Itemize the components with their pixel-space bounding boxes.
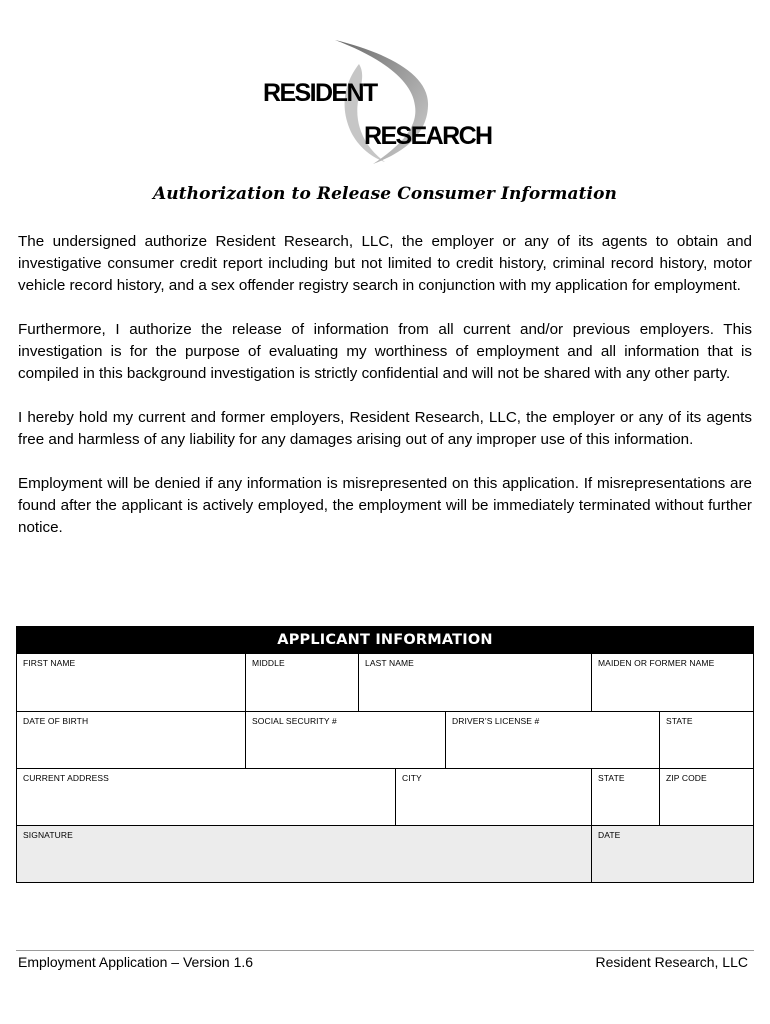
maiden-name-label: MAIDEN OR FORMER NAME — [598, 658, 715, 668]
social-security-field[interactable] — [246, 712, 446, 769]
signature-field[interactable] — [17, 826, 592, 882]
applicant-information-form — [16, 626, 754, 883]
address-state-field[interactable] — [592, 769, 660, 826]
paragraph-misrepresentation: Employment will be denied if any information is misrepresented on this application. If misrepresentations are found after the applicant is actively employed, the employment will be immediately terminated without further notice. — [18, 475, 752, 536]
address-state-label: STATE — [598, 773, 625, 783]
date-of-birth-field[interactable] — [17, 712, 246, 769]
first-name-label: FIRST NAME — [23, 658, 76, 668]
current-address-label: CURRENT ADDRESS — [23, 773, 109, 783]
date-field[interactable] — [592, 826, 753, 882]
city-field[interactable] — [396, 769, 592, 826]
last-name-label: LAST NAME — [365, 658, 414, 668]
date-of-birth-label: DATE OF BIRTH — [23, 716, 89, 726]
maiden-name-field[interactable] — [592, 654, 753, 712]
middle-name-label: MIDDLE — [252, 658, 285, 668]
last-name-field[interactable] — [359, 654, 592, 712]
date-label: DATE — [598, 830, 621, 840]
first-name-field[interactable] — [17, 654, 246, 712]
company-logo — [255, 34, 515, 169]
drivers-license-label: DRIVER’S LICENSE # — [452, 716, 540, 726]
footer-version: Employment Application – Version 1.6 — [18, 954, 254, 970]
paragraph-employer-release: Furthermore, I authorize the release of information from all current and/or previous employers. This investigation is for the purpose of evaluating my worthiness of employment and all information that is compiled in this background investigation is strictly confidential and will not be shared with any other party. — [18, 321, 752, 382]
footer-company: Resident Research, LLC — [595, 954, 748, 970]
zip-code-label: ZIP CODE — [666, 773, 707, 783]
form-header: APPLICANT INFORMATION — [17, 627, 753, 654]
current-address-field[interactable] — [17, 769, 396, 826]
authorization-text — [18, 231, 752, 561]
middle-name-field[interactable] — [246, 654, 359, 712]
footer-divider — [16, 950, 754, 951]
paragraph-liability: I hereby hold my current and former employers, Resident Research, LLC, the employer or any of its agents free and harmless of any liability for any damages arising out of any improper use of this information. — [18, 409, 752, 448]
logo-text-resident: RESIDENT — [263, 79, 377, 107]
logo-text-research: RESEARCH — [364, 122, 492, 150]
zip-code-field[interactable] — [660, 769, 753, 826]
document-title: Authorization to Release Consumer Information — [152, 184, 618, 204]
social-security-label: SOCIAL SECURITY # — [252, 716, 337, 726]
signature-label: SIGNATURE — [23, 830, 73, 840]
license-state-label: STATE — [666, 716, 693, 726]
license-state-field[interactable] — [660, 712, 753, 769]
drivers-license-field[interactable] — [446, 712, 660, 769]
city-label: CITY — [402, 773, 422, 783]
paragraph-authorization: The undersigned authorize Resident Research, LLC, the employer or any of its agents to obtain and investigative consumer credit report including but not limited to credit history, criminal record history, motor vehicle record history, and a sex offender registry search in conjunction with my application for employment. — [18, 233, 752, 294]
